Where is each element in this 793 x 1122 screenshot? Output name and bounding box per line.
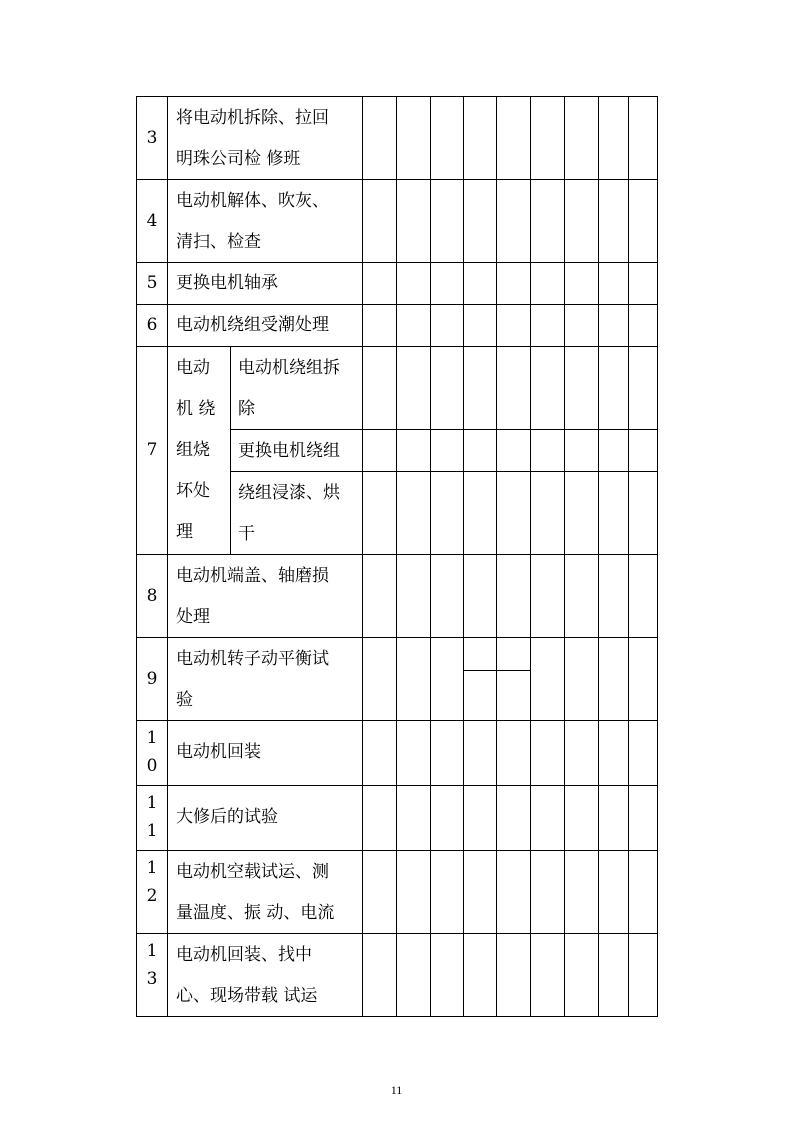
sub-item-description: 电动机绕组拆 (238, 358, 340, 378)
row-border (136, 720, 658, 721)
item-description: 量温度、振 动、电流 (176, 903, 335, 923)
item-description: 明珠公司检 修班 (176, 149, 301, 169)
item-description: 验 (176, 690, 193, 710)
item-description: 清扫、检查 (176, 232, 261, 252)
schedule-column-rule (396, 96, 397, 1017)
schedule-column-rule (598, 96, 599, 1017)
sub-item-description: 绕组浸漆、烘 (238, 483, 340, 503)
row-number: 3 (146, 127, 158, 148)
item-description: 电动机转子动平衡试 (176, 649, 329, 669)
item-description: 电动机解体、吹灰、 (176, 191, 329, 211)
schedule-column-rule (564, 96, 565, 1017)
schedule-column-rule (530, 96, 531, 1017)
row-border (136, 554, 658, 555)
row-number: 6 (146, 315, 158, 335)
item-description: 电动机回装、找中 (176, 945, 312, 965)
row-border (136, 96, 658, 97)
sub-row-border (230, 429, 658, 430)
group-label: 理 (176, 522, 193, 542)
item-description: 电动机绕组受潮处理 (176, 314, 329, 335)
row-number: 8 (146, 585, 158, 606)
item-description: 更换电机轴承 (176, 272, 278, 293)
page-number: 11 (390, 1083, 403, 1097)
row-number: 3 (146, 969, 158, 989)
group-label: 组烧 (176, 440, 210, 460)
row-number: 1 (146, 858, 158, 878)
sub-cell-rule (463, 670, 531, 671)
row-border (136, 346, 658, 347)
row-border (136, 850, 658, 851)
schedule-column-rule (496, 96, 497, 1017)
group-label: 机 绕 (176, 399, 216, 419)
number-column-rule (167, 96, 168, 1017)
schedule-column-rule (430, 96, 431, 1017)
group-label: 坏处 (176, 481, 210, 501)
item-description: 电动机端盖、轴磨损 (176, 566, 329, 586)
row-number: 9 (146, 668, 158, 689)
row-number: 2 (146, 886, 158, 906)
item-description: 大修后的试验 (176, 807, 278, 827)
group-label: 电动 (176, 358, 210, 378)
schedule-column-rule (362, 96, 363, 1017)
row-number: 0 (146, 756, 158, 776)
row-number: 1 (146, 793, 158, 813)
row-number: 1 (146, 821, 158, 841)
item-description: 处理 (176, 607, 210, 627)
sub-item-rule (230, 346, 231, 555)
row-number: 1 (146, 728, 158, 748)
item-description: 电动机回装 (176, 742, 261, 762)
row-number: 7 (146, 440, 158, 460)
schedule-column-rule (628, 96, 629, 1017)
schedule-column-rule (657, 96, 658, 1017)
row-number: 5 (146, 273, 158, 293)
sub-cell-rule (463, 720, 531, 721)
sub-item-description: 干 (238, 524, 255, 544)
sub-cell-rule (496, 637, 497, 721)
row-border (136, 785, 658, 786)
sub-item-description: 除 (238, 399, 255, 419)
row-number: 1 (146, 941, 158, 961)
item-description: 电动机空载试运、测 (176, 862, 329, 882)
schedule-column-rule (463, 96, 464, 1017)
item-description: 将电动机拆除、拉回 (176, 108, 329, 128)
item-description: 心、现场带载 试运 (176, 986, 318, 1006)
row-border (136, 637, 658, 638)
row-number: 4 (146, 210, 158, 231)
sub-item-description: 更换电机绕组 (238, 441, 340, 461)
